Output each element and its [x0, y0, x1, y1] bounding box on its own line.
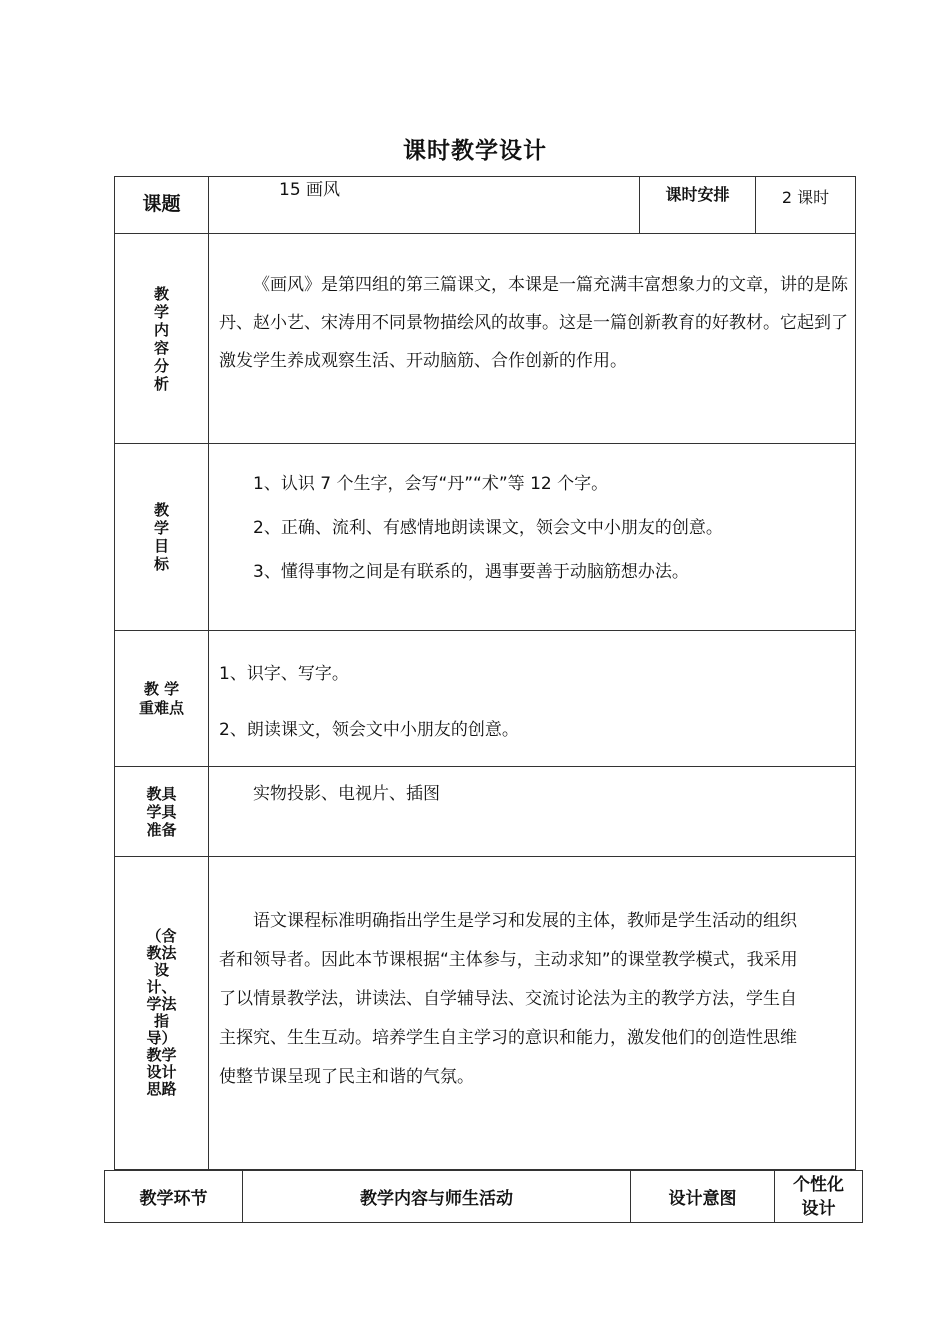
analysis-text: 《画风》是第四组的第三篇课文，本课是一篇充满丰富想象力的文章，讲的是陈丹、赵小艺、宋涛用不同景物描绘风的故事。这是一篇创新教育的好教材。它起到了激发学生养成观察生活、开动脑筋、合作创新的作用。 [219, 275, 848, 371]
keypoints-content-cell [209, 631, 856, 767]
header-content: 教学内容与师生活动 [243, 1171, 631, 1223]
analysis-content-cell [209, 234, 856, 444]
page-title: 课时教学设计 [403, 138, 547, 164]
schedule-value: 2 课时 [781, 188, 830, 207]
topic-label [115, 177, 209, 234]
schedule-label-cell [640, 177, 756, 234]
goals-content-cell [209, 444, 856, 631]
design-content-cell [209, 857, 856, 1170]
keypoints-label-cell [115, 631, 209, 767]
header-personal-design [775, 1171, 863, 1223]
topic-label-text: 课题 [142, 193, 181, 215]
header-personal-design-text: 个性化设计 [793, 1174, 844, 1219]
keypoints-label-line1: 教 学 [143, 679, 180, 698]
keypoints-label-line2: 重难点 [138, 698, 184, 717]
analysis-label-cell [115, 234, 209, 444]
analysis-row [115, 234, 856, 444]
header-step: 教学环节 [105, 1171, 243, 1223]
goals-row [115, 444, 856, 631]
goal-item: 3、懂得事物之间是有联系的，遇事要善于动脑筋想办法。 [253, 562, 689, 582]
keypoint-item: 1、识字、写字。 [219, 664, 349, 684]
goal-item: 2、正确、流利、有感情地朗读课文，领会文中小朋友的创意。 [253, 518, 723, 538]
goals-label-cell [115, 444, 209, 631]
prep-content-cell [209, 767, 856, 857]
goals-label: 教学目标 [153, 501, 169, 573]
topic-value-cell [209, 177, 640, 234]
topic-value: 15 画风 [279, 180, 341, 200]
header-intent: 设计意图 [631, 1171, 775, 1223]
design-label: （含教法设计、学法指导）教学设计思路 [146, 927, 177, 1098]
prep-label: 教具学具准备 [146, 784, 177, 839]
design-label-cell [115, 857, 209, 1170]
schedule-label: 课时安排 [665, 185, 730, 204]
design-row [115, 857, 856, 1170]
prep-text: 实物投影、电视片、插图 [253, 784, 440, 804]
prep-label-cell [115, 767, 209, 857]
analysis-label: 教学内容分析 [153, 284, 169, 393]
keypoint-item: 2、朗读课文，领会文中小朋友的创意。 [219, 720, 519, 740]
lesson-plan-table [114, 176, 856, 1170]
goal-item: 1、认识 7 个生字，会写“丹”“术”等 12 个字。 [253, 474, 609, 494]
lesson-steps-header-table [104, 1170, 863, 1223]
design-text: 语文课程标准明确指出学生是学习和发展的主体，教师是学生活动的组织者和领导者。因此本节课根据“主体参与，主动求知”的课堂教学模式，我采用了以情景教学法，讲读法、自学辅导法、交流讨论法为主的教学方法，学生自主探究、生生互动。培养学生自主学习的意识和能力，激发他们的创造性思维使整节课呈现了民主和谐的气氛。 [219, 911, 798, 1087]
keypoints-row [115, 631, 856, 767]
topic-row [115, 177, 856, 234]
steps-header-row [105, 1171, 863, 1223]
prep-row [115, 767, 856, 857]
schedule-value-cell [756, 177, 856, 234]
